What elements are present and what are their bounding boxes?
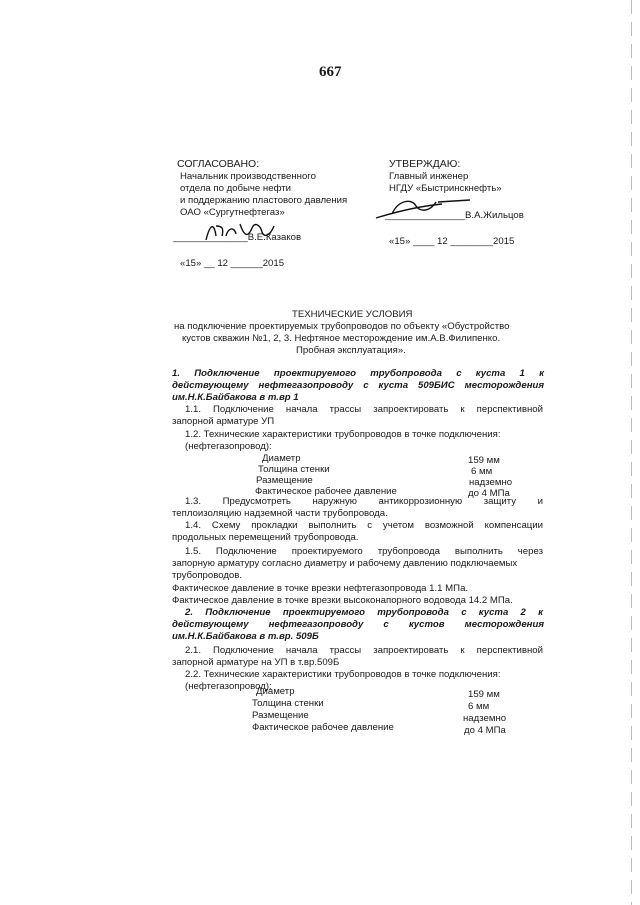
scan-edge-artifact	[631, 0, 632, 905]
approval-right-date: «15» ____ 12 ________2015	[389, 236, 515, 247]
spec-value: до 4 МПа	[468, 488, 510, 499]
section-1-heading-line: 1. Подключение проектируемого трубопровода с куста 1 к	[172, 368, 544, 379]
paragraph-2-1-line: запорной арматуре на УП в т.вр.509Б	[172, 657, 340, 668]
document-subtitle-line: на подключение проектируемых трубопроводов по объекту «Обустройство	[174, 321, 510, 332]
paragraph-2-2-line: (нефтегазопровод):	[185, 681, 272, 692]
section-2-heading-line: 2. Подключение проектируемого трубопровода с куста 2 к	[185, 607, 543, 618]
spec-label: Размещение	[256, 475, 313, 486]
approval-left-signature-line: ______________В.Е.Казаков	[173, 232, 302, 243]
approval-left-line: ОАО «Сургутнефтегаз»	[180, 207, 285, 218]
paragraph-1-5-line: запорную арматуру согласно диаметру и рабочему давлению подключаемых	[172, 558, 518, 569]
paragraph-1-4-line: 1.4. Схему прокладки выполнить с учетом возможной компенсации	[185, 520, 543, 531]
document-title: ТЕХНИЧЕСКИЕ УСЛОВИЯ	[292, 309, 413, 320]
section-1-heading-line: действующему нефтегазопроводу с куста 509БИС месторождения	[172, 380, 544, 391]
approval-left-heading: СОГЛАСОВАНО:	[177, 158, 260, 170]
spec-label: Толщина стенки	[258, 464, 330, 475]
paragraph-1-1-line: запорной арматуре УП	[172, 416, 275, 427]
paragraph-1-3-line: 1.3. Предусмотреть наружную антикоррозионную защиту и	[185, 496, 543, 507]
spec-label: Диаметр	[256, 686, 295, 697]
spec-value: надземно	[463, 713, 507, 724]
paragraph-1-5-line: трубопроводов.	[172, 570, 243, 581]
page-number: 667	[319, 64, 342, 80]
spec-label: Фактическое рабочее давление	[255, 486, 397, 497]
document-subtitle-line: Пробная эксплуатация».	[296, 345, 406, 356]
paragraph-2-1-line: 2.1. Подключение начала трассы запроектировать к перспективной	[185, 645, 543, 656]
section-2-heading-line: им.Н.К.Байбакова в т.вр. 509Б	[172, 631, 319, 642]
approval-left-line: и поддержанию пластового давления	[180, 195, 348, 206]
document-subtitle-line: кустов скважин №1, 2, 3. Нефтяное месторождение им.А.В.Филипенко.	[182, 333, 501, 344]
approval-right-heading: УТВЕРЖДАЮ:	[389, 158, 461, 170]
spec-label: Толщина стенки	[252, 698, 324, 709]
paragraph-2-2-line: 2.2. Технические характеристики трубопроводов в точке подключения:	[185, 669, 501, 680]
approval-left-line: Начальник производственного	[180, 171, 316, 182]
section-1-heading-line: им.Н.К.Байбакова в т.вр 1	[172, 392, 299, 403]
paragraph-1-2-line: 1.2. Технические характеристики трубопроводов в точке подключения:	[185, 429, 501, 440]
spec-label: Размещение	[252, 710, 309, 721]
approval-right-line: НГДУ «Быстринскнефть»	[389, 183, 502, 194]
approval-right-signature-line: _______________В.А.Жильцов	[385, 210, 524, 221]
section-2-heading-line: действующему нефтегазопроводу с кустов месторождения	[172, 619, 544, 630]
spec-value: надземно	[469, 477, 513, 488]
pressure-line: Фактическое давление в точке врезки высоконапорного водовода 14.2 МПа.	[172, 595, 513, 606]
paragraph-1-1-line: 1.1. Подключение начала трассы запроектировать к перспективной	[185, 404, 543, 415]
spec-value: до 4 МПа	[464, 725, 506, 736]
paragraph-1-2-line: (нефтегазопровод):	[185, 441, 272, 452]
pressure-line: Фактическое давление в точке врезки нефтегазопровода 1.1 МПа.	[172, 583, 469, 594]
approval-left-line: отдела по добыче нефти	[180, 183, 292, 194]
approval-left-date: «15» __ 12 ______2015	[180, 258, 285, 269]
spec-value: 6 мм	[471, 466, 493, 477]
spec-value: 159 мм	[468, 455, 500, 466]
approval-right-line: Главный инженер	[389, 171, 469, 182]
paragraph-1-5-line: 1.5. Подключение проектируемого трубопровода выполнить через	[185, 546, 543, 557]
spec-value: 159 мм	[468, 689, 500, 700]
paragraph-1-4-line: продольных перемещений трубопровода.	[172, 532, 359, 543]
spec-label: Диаметр	[262, 453, 301, 464]
spec-label: Фактическое рабочее давление	[252, 722, 394, 733]
spec-value: 6 мм	[468, 701, 490, 712]
paragraph-1-3-line: теплоизоляцию надземной части трубопровода.	[172, 508, 388, 519]
